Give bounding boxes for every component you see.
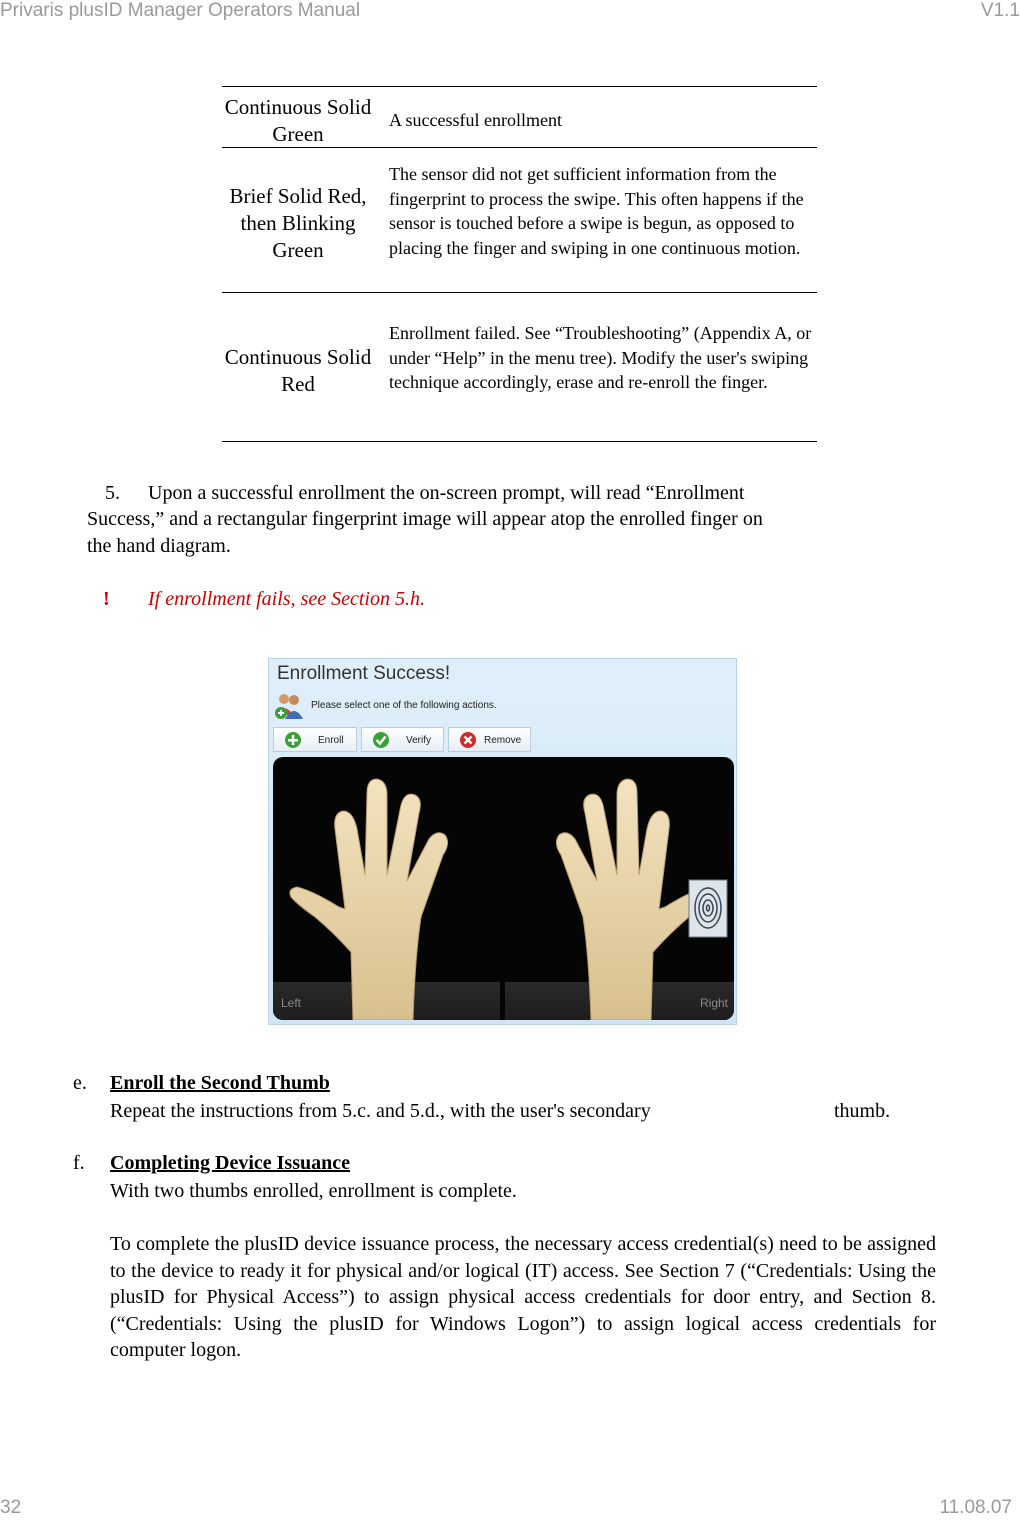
right-label: Right <box>699 996 728 1010</box>
table-rule <box>222 147 817 148</box>
left-hand-image <box>290 779 448 1020</box>
verify-button[interactable] <box>361 727 444 752</box>
warning-text: If enrollment fails, see Section 5.h. <box>148 588 425 610</box>
enrollment-success-screenshot <box>268 658 737 1025</box>
left-label: Left <box>281 996 302 1010</box>
step-5-text-line1: Upon a successful enrollment the on-screen prompt, will read “Enrollment <box>148 482 745 504</box>
hand-diagram <box>273 757 734 1020</box>
section-f-text-2: To complete the plusID device issuance process, the necessary access credential(s) need to be assigned to the device to ready it for physical and/or logical (IT) access. See Section 7 (“Credentials: Using the plusID for Physical Access”) to assign physical access credentials for door entry, and Section 8. (“Credentials: Using the plusID for Windows Logon”) to assign logical access credentials for computer logon. <box>110 1233 936 1361</box>
header-title: Privaris plusID Manager Operators Manual <box>0 0 361 21</box>
table-rule <box>222 86 817 87</box>
table-description-cell: The sensor did not get sufficient information from the fingerprint to process the swipe. This often happens if the sensor is touched before a swipe is begun, as opposed to placing the finger and swiping in one continuous motion. <box>389 164 804 258</box>
screenshot-title: Enrollment Success! <box>277 663 451 684</box>
table-rule <box>222 292 817 293</box>
check-icon <box>372 731 390 749</box>
footer-page-number: 32 <box>0 1497 22 1518</box>
table-description-cell: Enrollment failed. See “Troubleshooting” (Appendix A, or under “Help” in the menu tree). Modify the user's swiping technique accordingly, erase and re-enroll the finger. <box>389 323 812 392</box>
section-f-letter: f. <box>73 1152 85 1174</box>
screenshot-prompt: Please select one of the following actions. <box>311 700 497 711</box>
table-state-cell: Brief Solid Red, then Blinking Green <box>229 184 367 262</box>
remove-button-label: Remove <box>484 735 522 746</box>
enroll-button-label: Enroll <box>318 735 344 746</box>
verify-button-label: Verify <box>406 735 432 746</box>
step-5-text-rest: Success,” and a rectangular fingerprint image will appear atop the enrolled finger on the hand diagram. <box>87 508 763 557</box>
table-description-cell: A successful enrollment <box>389 110 562 130</box>
step-5-number: 5. <box>105 482 120 504</box>
remove-icon <box>459 731 477 749</box>
warning-icon: ! <box>103 588 110 610</box>
table-state-cell: Continuous Solid Red <box>224 345 372 396</box>
enroll-button[interactable] <box>273 727 357 752</box>
table-rule <box>222 441 817 442</box>
section-e-letter: e. <box>73 1072 87 1094</box>
footer-date: 11.08.07 <box>939 1497 1012 1518</box>
section-f-heading: Completing Device Issuance <box>110 1152 350 1174</box>
header-version: V1.1 <box>980 0 1020 21</box>
users-icon <box>273 691 305 721</box>
remove-button[interactable] <box>448 727 531 752</box>
section-e-text: Repeat the instructions from 5.c. and 5.d., with the user's secondary <box>110 1100 651 1122</box>
section-f-text-1: With two thumbs enrolled, enrollment is complete. <box>110 1180 517 1202</box>
section-e-text-tail: thumb. <box>834 1100 891 1122</box>
add-icon <box>284 731 302 749</box>
fingerprint-icon <box>689 880 727 937</box>
section-e-heading: Enroll the Second Thumb <box>110 1072 330 1094</box>
table-state-cell: Continuous Solid Green <box>224 95 372 146</box>
